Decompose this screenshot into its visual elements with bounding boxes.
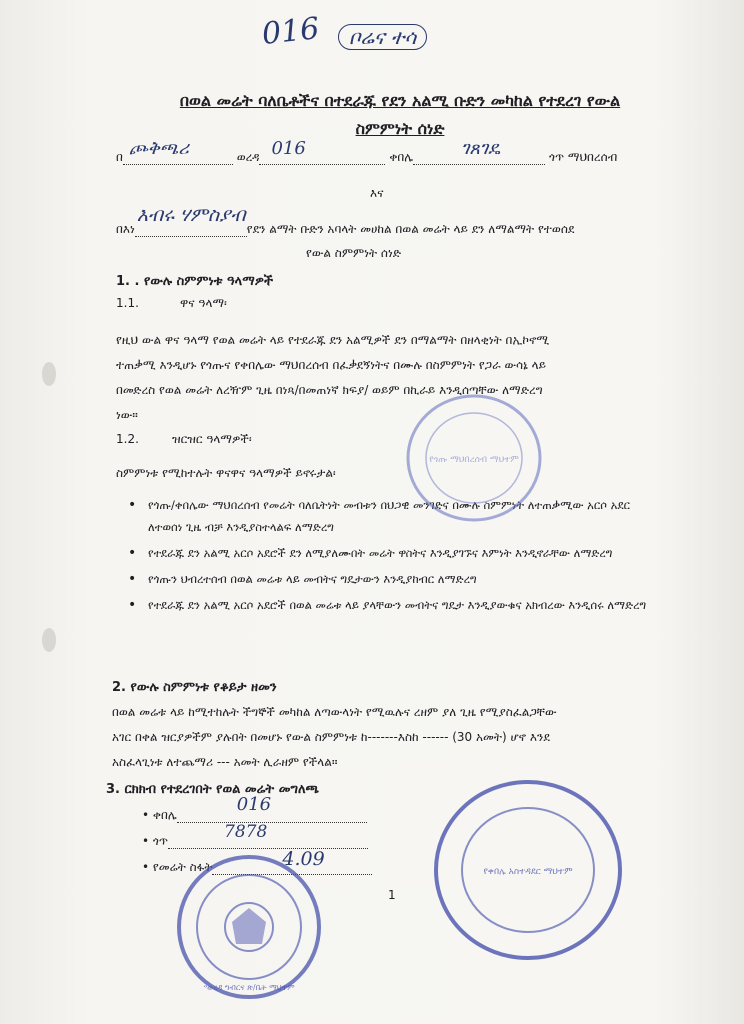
- subsection-1-1-number: 1.1.: [116, 296, 139, 310]
- detailed-purpose-intro: ስምምነቱ የሚከተሉት ዋናዋና ዓላማዎች ይኖሩታል፡: [116, 466, 336, 480]
- stamp-text: የቀበሌ አስተዳደር ማህተም: [483, 867, 573, 877]
- woreda-value: 016: [271, 138, 306, 159]
- paragraph-line: ነው።: [116, 408, 138, 422]
- land-item-got: • ጎጥ 7878: [142, 834, 368, 849]
- section-1-heading: 1. . የውሉ ስምምነቱ ዓላማዎች: [116, 274, 274, 289]
- paragraph-line: አገር በቀል ዝርያዎችም ያሉበት በመሆኑ የውል ስምምነቱ ከ-------እስከ ------ (30 አመት) ሆኖ እንደ: [112, 730, 550, 744]
- handwritten-number: 016: [260, 11, 321, 52]
- subsection-1-1-title: ዋና ዓላማ፡: [180, 296, 227, 310]
- subsection-1-2-number: 1.2.: [116, 432, 139, 446]
- kebele-field: [413, 138, 545, 165]
- item-label: ቀበሌ: [152, 808, 177, 822]
- item-value: 4.09: [282, 848, 325, 870]
- line2-text: የደን ልማት ቡድን አባላት መሀከል በወል መሬት ላይ ደን ለማልማት የተወሰደ: [246, 222, 575, 236]
- main-purpose-paragraph: [116, 328, 706, 428]
- list-item: • የጎጡ/ቀበሌው ማህበረሰብ የመሬት ባለቤትነት መብቱን በህጋዊ መንገድና በሙሉ ስምምነት ለተጠቃሚው አርሶ አደር ለተወሰነ ጊዜ ብቻ እንዲያስተላልፍ ለማድረግ: [128, 494, 668, 538]
- party-line-2: [116, 204, 575, 237]
- line2-continuation: የውል ስምምነት ሰነድ: [306, 246, 402, 260]
- paragraph-line: በመድረስ የወል መሬት ለረዥም ጊዜ በነጻ/በመጠነኛ ክፍያ/ ወይም በኪራይ እንዲሰጣቸው ለማድረግ: [116, 383, 543, 397]
- stamp-text: የጎጡ ማህበረሰብ ማህተም: [429, 455, 519, 465]
- page-number: 1: [388, 888, 396, 902]
- kebele-value: ገጸገዴ: [461, 138, 501, 159]
- paragraph-line: የዚህ ውል ዋና ዓላማ የወል መሬት ላይ የተደራጁ ደን አልሚዎች ደን በማልማት በዘላቂነት በኢኮኖሚ: [116, 333, 550, 347]
- land-item-kebele: • ቀበሌ 016: [142, 808, 367, 823]
- group-name-value: እብሩ ሃምስያብ: [136, 204, 246, 226]
- detailed-purpose-list: [128, 494, 668, 620]
- suffix-label: ጎጥ ማህበረሰብ: [548, 150, 618, 164]
- paragraph-line: አስፈላጊነቱ ለተጨማሪ --- አመት ሊራዘም የችላል።: [112, 755, 338, 769]
- document-title-line-1: በወል መሬት ባለቤቶችና በተደራጁ የደን አልሚ ቡድን መካከል የተደረገ የውል: [179, 91, 621, 110]
- punch-hole: [42, 362, 56, 386]
- stamp-text: የወረዳ ግብርና ጽ/ቤት ማህተም: [203, 983, 295, 992]
- woreda-field: [259, 138, 385, 165]
- woreda-office-stamp: [174, 852, 324, 1002]
- list-item: • የተደራጁ ደን አልሚ አርሶ አደሮች ደን ለሚያለሙበት መሬት ዋስትና እንዲያገኙና እምነት እንዲኖራቸው ለማድረግ: [128, 542, 668, 564]
- kebele-admin-stamp: [430, 776, 626, 964]
- punch-hole: [42, 628, 56, 652]
- paragraph-line: ተጠቃሚ እንዲሆኑ የጎጡና የቀበሌው ማህበረሰብ በፈቃደኝነትና በሙሉ በስምምነት የጋራ ውሳኔ ላይ: [116, 358, 547, 372]
- zone-value: ጮቅጫሪ: [128, 138, 189, 159]
- subsection-1-2-title: ዝርዝር ዓላማዎች፡: [172, 432, 252, 446]
- and-word: እና: [370, 186, 384, 200]
- item-value: 7878: [224, 822, 268, 842]
- kebele-label: ቀበሌ: [389, 150, 414, 164]
- woreda-label: ወረዳ: [236, 150, 260, 164]
- land-item-area: • የመሬት ስፋት 4.09: [142, 860, 372, 875]
- group-name-field: [135, 204, 247, 237]
- list-item: • የተደራጁ ደን አልሚ አርሶ አደሮች በወል መሬቱ ላይ ያላቸውን መብትና ግዴታ እንዲያውቁና አክብረው እንዲሰሩ ለማድረግ: [128, 594, 668, 616]
- duration-paragraph: [112, 700, 712, 775]
- zone-field: [123, 138, 233, 165]
- handwritten-note: ቦሬና ተሳ: [338, 24, 427, 50]
- prefix-label: በእነ: [116, 222, 135, 236]
- community-stamp: [404, 392, 544, 524]
- paragraph-line: በወል መሬቱ ላይ ከሚተከሉት ችግኞች መካከል ለጣውላነት የሚዉሉና ረዘም ያለ ጊዜ የሚያስፈልጋቸው: [112, 705, 557, 719]
- prefix-label: በ: [116, 150, 123, 164]
- document-title-line-2: ስምምነት ሰነድ: [355, 119, 445, 138]
- item-label: የመሬት ስፋት: [152, 860, 213, 874]
- section-2-heading: 2. የውሉ ስምምነቱ የቆይታ ዘመን: [112, 680, 277, 695]
- list-item: • የጎጡን ህብረተሰብ በወል መሬቱ ላይ መብትና ግዴታውን እንዲያከብር ለማድረግ: [128, 568, 668, 590]
- item-value: 016: [236, 794, 272, 815]
- party-line-1: [116, 138, 618, 165]
- section-3-heading: 3. ርክክብ የተደረገበት የወል መሬት መግለጫ: [106, 782, 320, 797]
- item-label: ጎጥ: [152, 834, 169, 848]
